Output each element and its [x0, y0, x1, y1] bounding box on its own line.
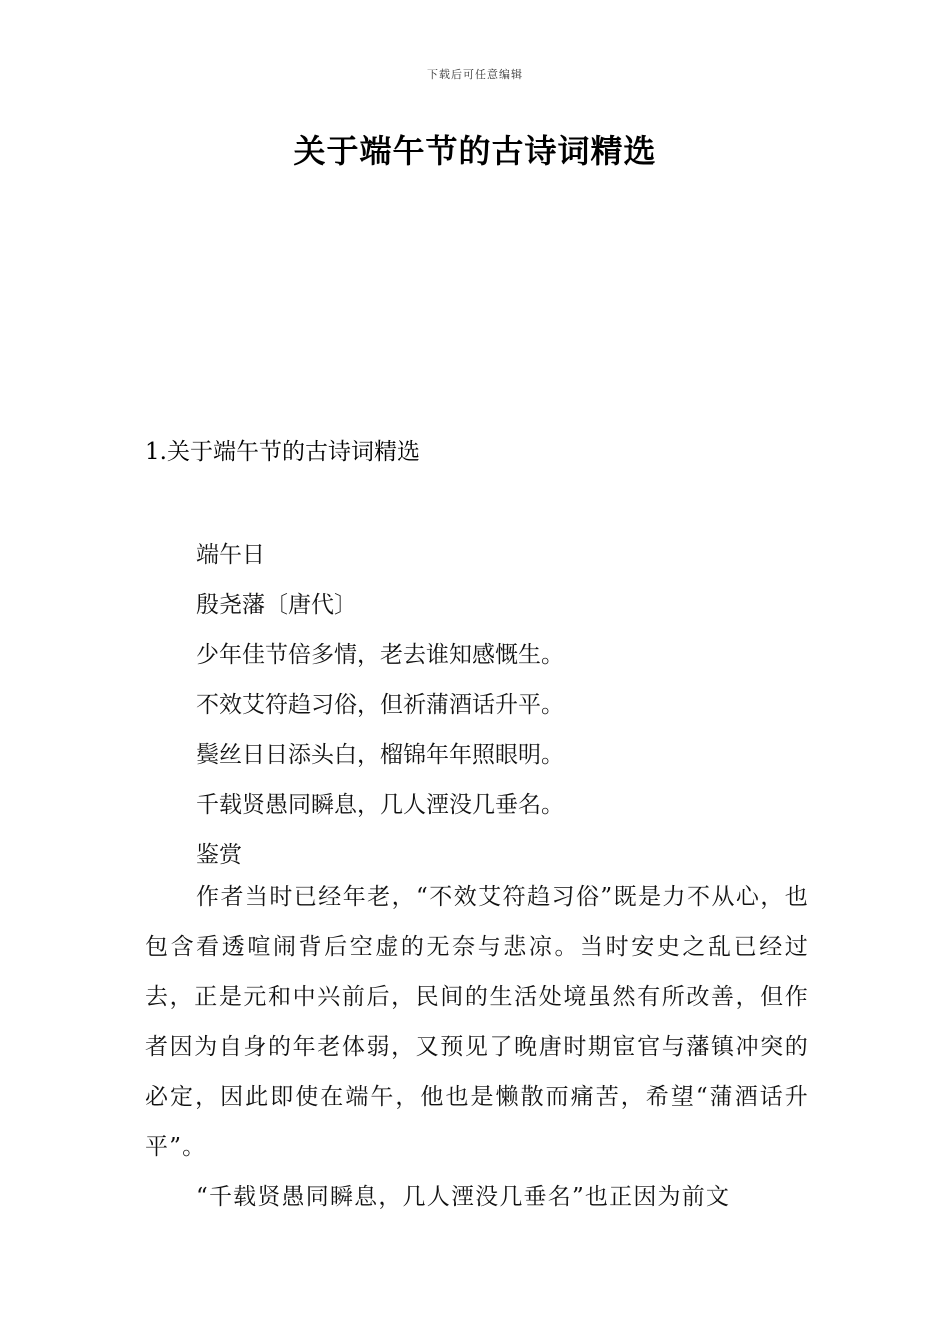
section-heading: 1.关于端午节的古诗词精选: [145, 439, 420, 465]
poem-block: [196, 530, 564, 880]
poem-line: 鬓丝日日添头白，榴锦年年照眼明。: [196, 742, 564, 768]
poem-author: 殷尧藩〔唐代〕: [196, 592, 357, 618]
appreciation-paragraph: 作者当时已经年老，“不效艾符趋习俗”既是力不从心，也包含看透喧闹背后空虚的无奈与悲凉。当时安史之乱已经过去，正是元和中兴前后，民间的生活处境虽然有所改善，但作者因为自身的年老体弱，又预见了晚唐时期宦官与藩镇冲突的必定，因此即使在端午，他也是懒散而痛苦，希望“蒲酒话升平”。: [145, 884, 809, 1160]
poem-line: 不效艾符趋习俗，但祈蒲酒话升平。: [196, 692, 564, 718]
poem-line: 千载贤愚同瞬息，几人湮没几垂名。: [196, 792, 564, 818]
poem-title: 端午日: [196, 542, 265, 568]
header-note: 下载后可任意编辑: [427, 68, 523, 81]
document-title: 关于端午节的古诗词精选: [293, 132, 657, 170]
poem-line: 少年佳节倍多情，老去谁知感慨生。: [196, 642, 564, 668]
appreciation-label: 鉴赏: [196, 842, 242, 868]
appreciation-paragraph: “千载贤愚同瞬息，几人湮没几垂名”也正因为前文: [196, 1184, 731, 1210]
